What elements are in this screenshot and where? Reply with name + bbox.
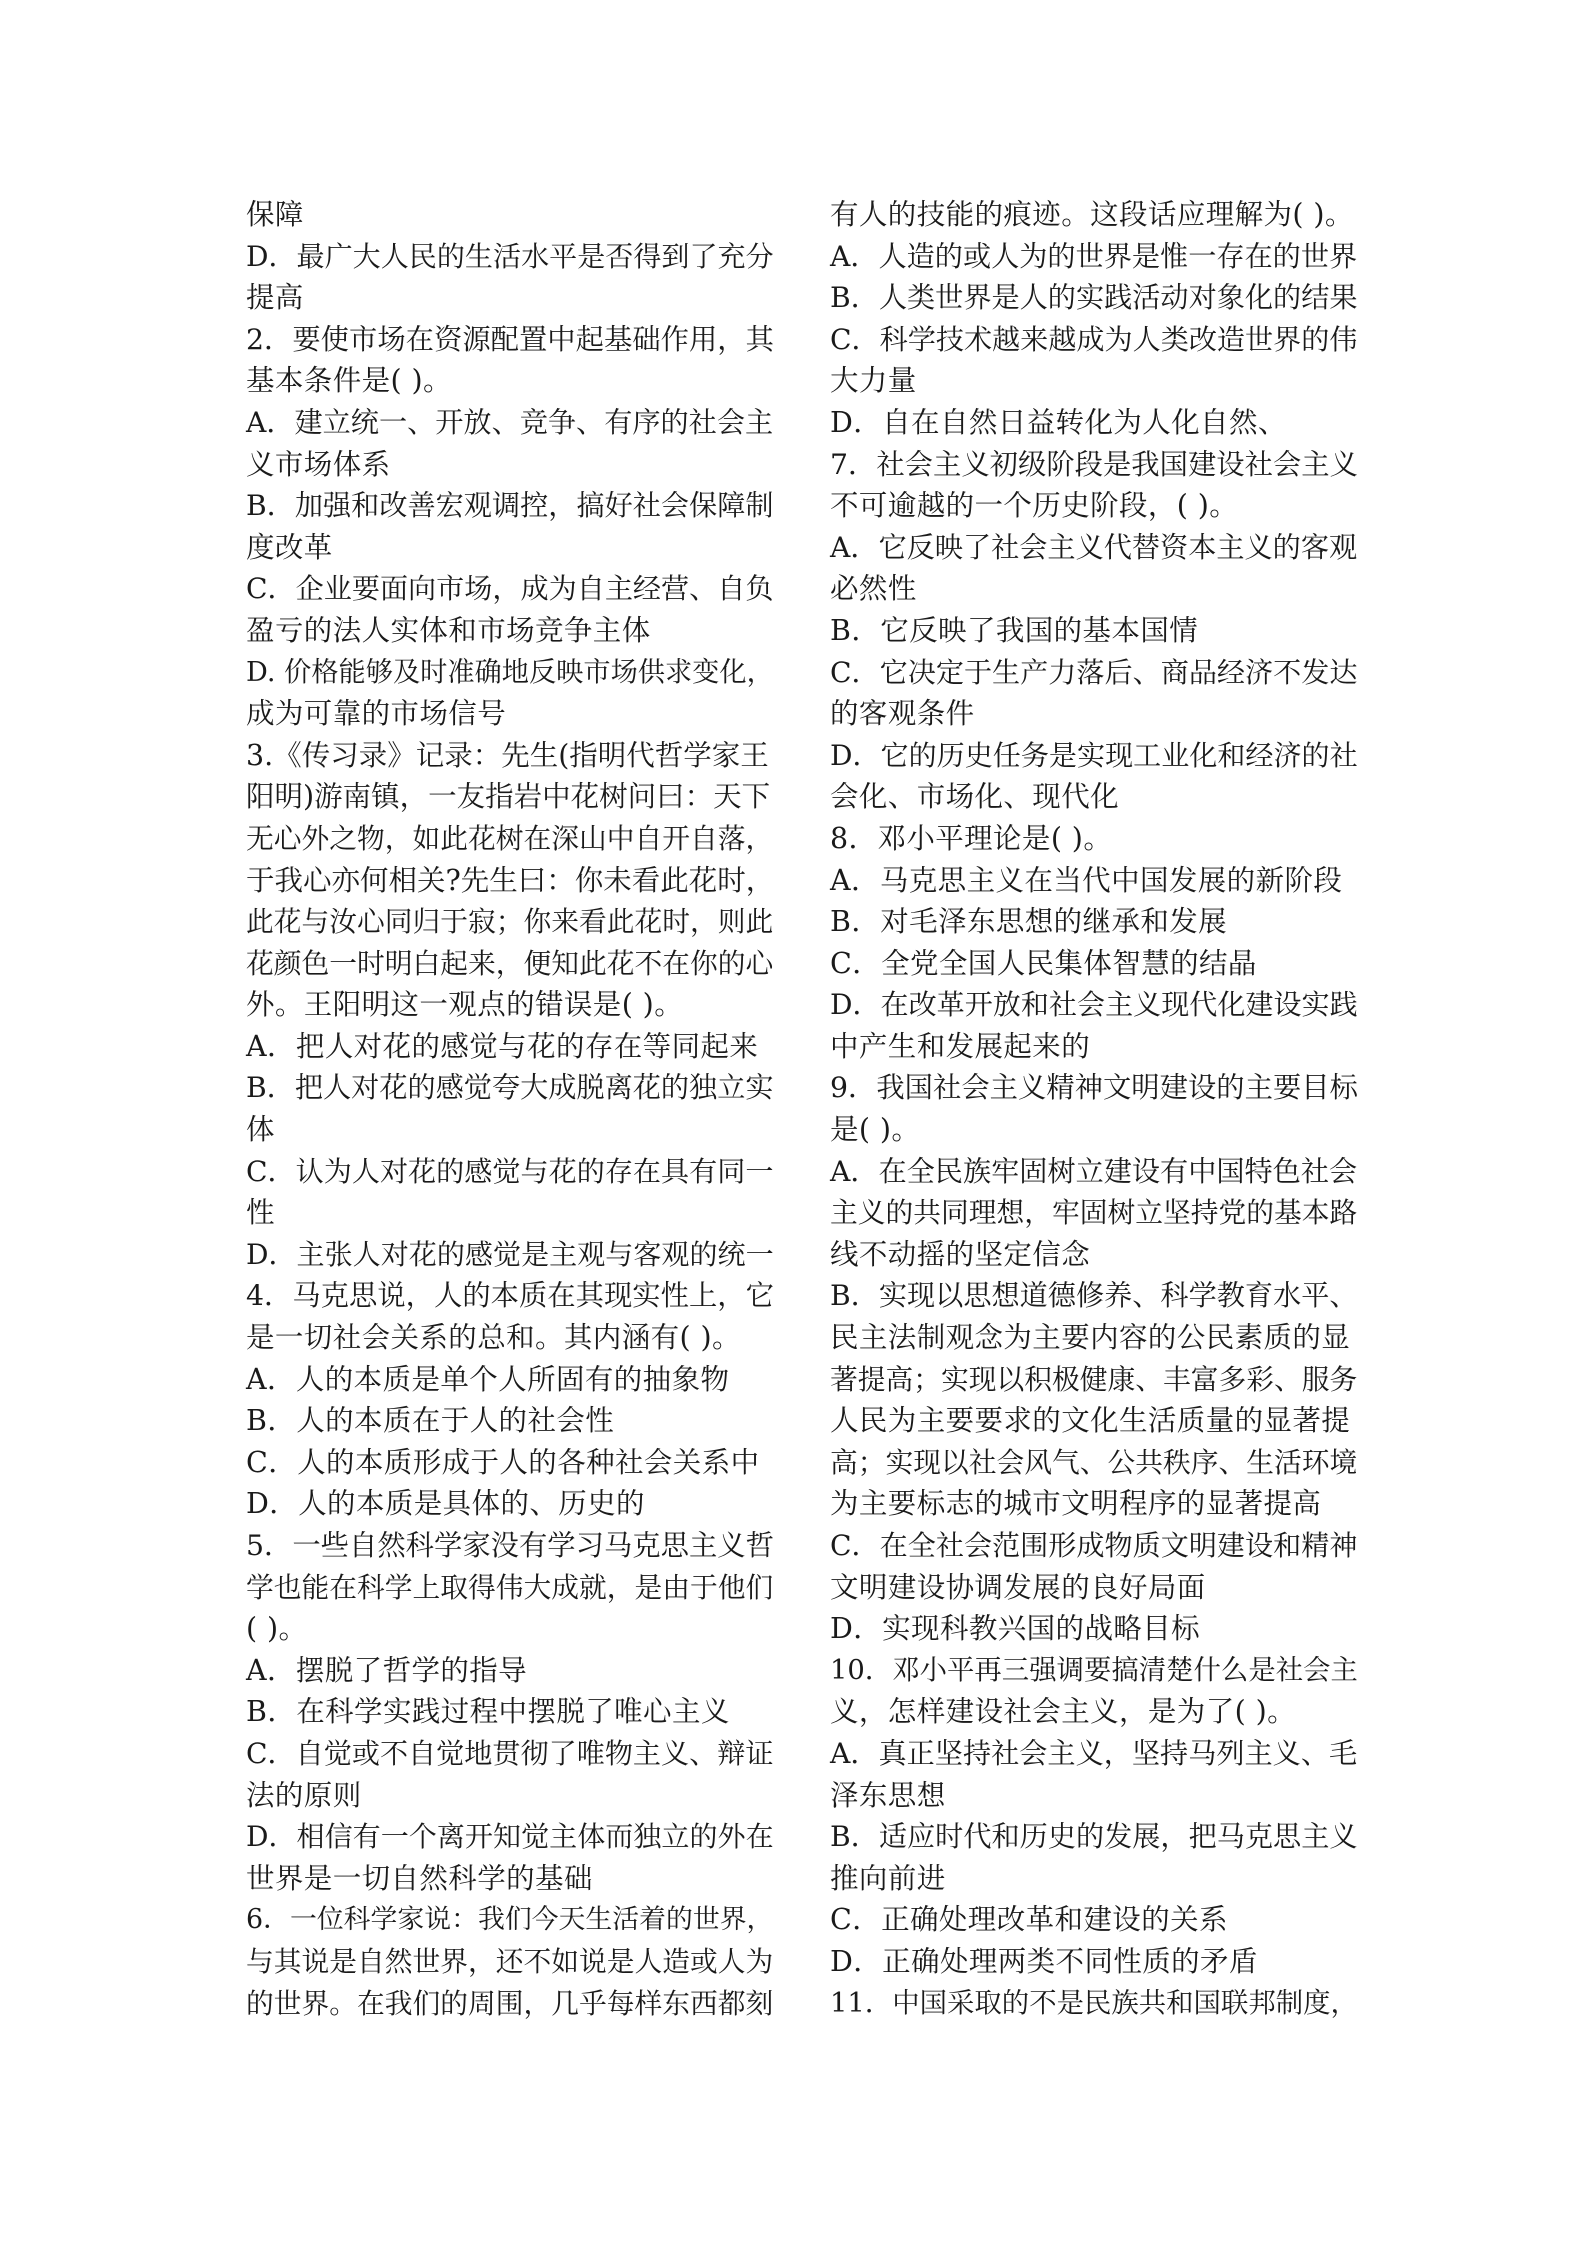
text-line: 6．一位科学家说：我们今天生活着的世界，: [246, 1904, 774, 1936]
text-line: 必然性: [830, 572, 917, 606]
text-line: C．企业要面向市场，成为自主经营、自负: [246, 572, 774, 606]
text-line: 与其说是自然世界，还不如说是人造或人为: [246, 1944, 774, 1978]
text-line: C．科学技术越来越成为人类改造世界的伟: [830, 322, 1358, 356]
text-line: A．它反映了社会主义代替资本主义的客观: [830, 530, 1358, 564]
text-line: B．对毛泽东思想的继承和发展: [830, 905, 1228, 939]
text-line: 4．马克思说，人的本质在其现实性上，它: [246, 1279, 774, 1313]
text-line: 体: [246, 1113, 275, 1147]
text-line: D．实现科教兴国的战略目标: [830, 1612, 1201, 1646]
text-line: 成为可靠的市场信号: [246, 697, 507, 731]
text-line: 无心外之物，如此花树在深山中自开自落，: [246, 821, 774, 855]
text-line: A．人的本质是单个人所固有的抽象物: [246, 1362, 730, 1396]
text-line: 是( )。: [830, 1113, 921, 1147]
text-line: 推向前进: [830, 1861, 946, 1895]
text-line: 义市场体系: [246, 447, 391, 481]
text-line: D．自在自然日益转化为人化自然、: [830, 405, 1287, 439]
text-line: D．最广大人民的生活水平是否得到了充分: [246, 239, 774, 273]
text-line: 会化、市场化、现代化: [830, 780, 1120, 814]
text-line: B．实现以思想道德修养、科学教育水平、: [830, 1279, 1358, 1313]
text-line: 线不动摇的坚定信念: [830, 1237, 1091, 1271]
text-line: 此花与汝心同归于寂；你来看此花时，则此: [246, 905, 774, 939]
text-line: D．正确处理两类不同性质的矛盾: [830, 1944, 1258, 1978]
text-line: 民主法制观念为主要内容的公民素质的显: [830, 1321, 1351, 1355]
text-line: 性: [246, 1196, 275, 1230]
text-line: A．马克思主义在当代中国发展的新阶段: [830, 863, 1343, 897]
text-line: 人民为主要要求的文化生活质量的显著提: [830, 1404, 1351, 1438]
text-line: A．在全民族牢固树立建设有中国特色社会: [830, 1154, 1358, 1188]
text-line: A．把人对花的感觉与花的存在等同起来: [246, 1029, 759, 1063]
text-line: B．把人对花的感觉夸大成脱离花的独立实: [246, 1071, 774, 1105]
text-line: 7．社会主义初级阶段是我国建设社会主义: [830, 447, 1358, 481]
text-line: D．它的历史任务是实现工业化和经济的社: [830, 738, 1358, 772]
text-line: D．在改革开放和社会主义现代化建设实践: [830, 988, 1358, 1022]
text-line: 提高: [246, 281, 304, 315]
text-line: 外。王阳明这一观点的错误是( )。: [246, 988, 684, 1022]
text-line: B．人的本质在于人的社会性: [246, 1404, 615, 1438]
text-line: 花颜色一时明白起来，便知此花不在你的心: [246, 946, 774, 980]
text-line: 8．邓小平理论是( )。: [830, 821, 1113, 855]
text-line: 阳明)游南镇，一友指岩中花树问曰：天下: [246, 780, 771, 814]
text-line: 学也能在科学上取得伟大成就，是由于他们: [246, 1570, 774, 1604]
text-line: B．加强和改善宏观调控，搞好社会保障制: [246, 489, 774, 523]
text-line: 主义的共同理想，牢固树立坚持党的基本路: [830, 1196, 1358, 1230]
text-line: 盈亏的法人实体和市场竞争主体: [246, 613, 651, 647]
text-line: 泽东思想: [830, 1778, 946, 1812]
text-line: ( )。: [246, 1612, 308, 1646]
text-line: 世界是一切自然科学的基础: [246, 1861, 593, 1895]
text-line: C．认为人对花的感觉与花的存在具有同一: [246, 1154, 774, 1188]
text-line: 3.《传习录》记录：先生(指明代哲学家王: [246, 738, 769, 772]
text-line: 著提高；实现以积极健康、丰富多彩、服务: [830, 1362, 1358, 1396]
text-line: C．人的本质形成于人的各种社会关系中: [246, 1445, 760, 1479]
text-line: D．主张人对花的感觉是主观与客观的统一: [246, 1237, 774, 1271]
text-line: C．在全社会范围形成物质文明建设和精神: [830, 1529, 1358, 1562]
text-line: 于我心亦何相关?先生曰：你未看此花时，: [246, 863, 775, 897]
text-line: 10．邓小平再三强调要搞清楚什么是社会主: [830, 1654, 1358, 1686]
left-text-column: [246, 194, 774, 2024]
text-line: 义，怎样建设社会主义，是为了( )。: [830, 1695, 1296, 1729]
text-line: 11．中国采取的不是民族共和国联邦制度，: [830, 1987, 1358, 2019]
text-line: A．摆脱了哲学的指导: [246, 1653, 528, 1687]
text-line: 文明建设协调发展的良好局面: [830, 1570, 1206, 1604]
text-line: C．它决定于生产力落后、商品经济不发达: [830, 655, 1358, 689]
text-line: B．人类世界是人的实践活动对象化的结果: [830, 281, 1358, 315]
text-line: 保障: [246, 198, 304, 231]
text-line: B．它反映了我国的基本国情: [830, 613, 1199, 647]
text-line: 9．我国社会主义精神文明建设的主要目标: [830, 1071, 1358, 1105]
text-line: 不可逾越的一个历史阶段，( )。: [830, 489, 1239, 523]
text-line: A．建立统一、开放、竞争、有序的社会主: [246, 405, 774, 439]
text-line: 基本条件是( )。: [246, 364, 452, 398]
text-line: 大力量: [830, 364, 917, 398]
text-line: 的世界。在我们的周围，几乎每样东西都刻: [246, 1986, 774, 2020]
text-line: A．真正坚持社会主义，坚持马列主义、毛: [830, 1736, 1358, 1770]
text-line: 为主要标志的城市文明程序的显著提高: [830, 1487, 1322, 1521]
text-line: D．人的本质是具体的、历史的: [246, 1487, 645, 1521]
text-line: D. 价格能够及时准确地反映市场供求变化，: [246, 656, 774, 688]
text-line: 5．一些自然科学家没有学习马克思主义哲: [246, 1529, 774, 1562]
text-line: B．在科学实践过程中摆脱了唯心主义: [246, 1695, 730, 1729]
text-line: D．相信有一个离开知觉主体而独立的外在: [246, 1820, 774, 1854]
text-line: C．正确处理改革和建设的关系: [830, 1903, 1228, 1937]
right-text-column: [830, 194, 1358, 2024]
text-line: 法的原则: [246, 1778, 362, 1812]
text-line: 有人的技能的痕迹。这段话应理解为( )。: [830, 198, 1354, 231]
text-line: 中产生和发展起来的: [830, 1029, 1091, 1063]
text-line: 的客观条件: [830, 697, 975, 731]
text-line: B．适应时代和历史的发展，把马克思主义: [830, 1820, 1358, 1854]
text-line: 度改革: [246, 530, 333, 564]
text-line: 高；实现以社会风气、公共秩序、生活环境: [830, 1445, 1358, 1479]
text-line: 是一切社会关系的总和。其内涵有( )。: [246, 1321, 741, 1355]
text-line: C．全党全国人民集体智慧的结晶: [830, 946, 1257, 980]
text-line: 2．要使市场在资源配置中起基础作用，其: [246, 322, 774, 356]
text-line: C．自觉或不自觉地贯彻了唯物主义、辩证: [246, 1736, 774, 1770]
text-line: A．人造的或人为的世界是惟一存在的世界: [830, 239, 1358, 273]
